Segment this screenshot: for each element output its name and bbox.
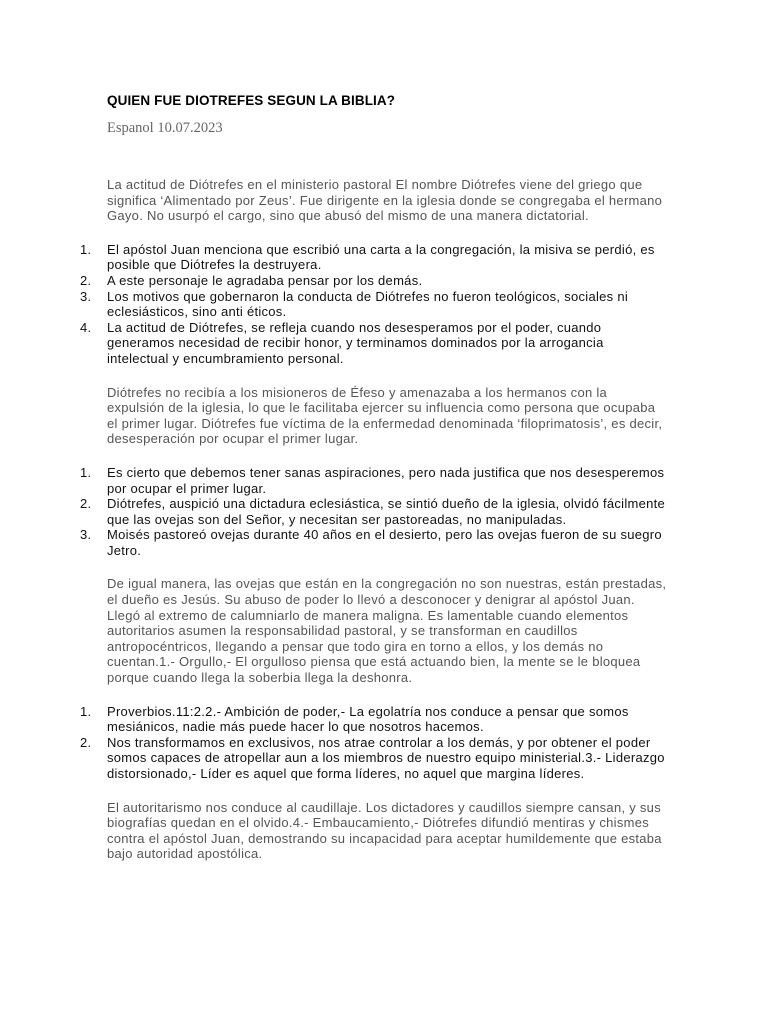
paragraph-2: Diótrefes no recibía a los misioneros de Éfeso y amenazaba a los hermanos con la expulsión de la iglesia, lo que le facilitaba ejercer su influencia como persona que ocupaba el primer lugar. Diótrefes fue víctima de la enfermedad denominada ‘filoprimatosis’, es decir, desesperación por ocupar el primer lugar. xyxy=(107,384,663,447)
list-number: 2. xyxy=(80,496,92,512)
list-item xyxy=(80,703,667,735)
paragraph-1: La actitud de Diótrefes en el ministerio pastoral El nombre Diótrefes viene del griego que significa ‘Alimentado por Zeus’. Fue dirigente en la iglesia donde se congregaba el hermano Gayo. No usurpó el cargo, sino que abusó del mismo de una manera dictatorial. xyxy=(107,177,663,224)
list-item-text: Diótrefes, auspició una dictadura eclesiástica, se sintió dueño de la iglesia, olvidó fácilmente que las ovejas son del Señor, y necesitan ser pastoreadas, no manipuladas. xyxy=(107,496,666,527)
document-meta: Espanol 10.07.2023 xyxy=(107,120,223,136)
list-number: 4. xyxy=(80,319,92,335)
list-item-text: Moisés pastoreó ovejas durante 40 años en el desierto, pero las ovejas fueron de su suegro Jetro. xyxy=(107,527,662,558)
list-number: 1. xyxy=(80,703,92,719)
numbered-list-1 xyxy=(80,241,667,367)
list-item xyxy=(80,527,667,558)
numbered-list-2 xyxy=(80,464,667,559)
list-item-text: Los motivos que gobernaron la conducta de Diótrefes no fueron teológicos, sociales ni eclesiásticos, sino anti éticos. xyxy=(107,288,628,320)
list-number: 3. xyxy=(80,527,92,543)
list-number: 3. xyxy=(80,288,92,304)
list-item-text: El apóstol Juan menciona que escribió una carta a la congregación, la misiva se perdió, es posible que Diótrefes la destruyera. xyxy=(107,241,655,273)
list-item xyxy=(80,241,667,273)
list-number: 2. xyxy=(80,272,92,288)
document-title: QUIEN FUE DIOTREFES SEGUN LA BIBLIA? xyxy=(107,93,396,108)
list-item-text: La actitud de Diótrefes, se refleja cuando nos desesperamos por el poder, cuando generamos necesidad de recibir honor, y terminamos dominados por la arrogancia intelectual y encumbramiento personal. xyxy=(107,319,604,366)
numbered-list-3 xyxy=(80,703,667,782)
list-number: 1. xyxy=(80,464,92,480)
list-number: 1. xyxy=(80,241,92,257)
list-item-text: Proverbios.11:2.2.- Ambición de poder,- La egolatría nos conduce a pensar que somos mesiánicos, nadie más puede hacer lo que nosotros hacemos. xyxy=(107,703,629,735)
list-number: 2. xyxy=(80,734,92,750)
document-body xyxy=(80,177,667,880)
list-item-text: Es cierto que debemos tener sanas aspiraciones, pero nada justifica que nos desesperemos por ocupar el primer lugar. xyxy=(107,464,665,496)
list-item xyxy=(80,496,667,527)
paragraph-4: El autoritarismo nos conduce al caudillaje. Los dictadores y caudillos siempre cansan, y sus biografías quedan en el olvido.4.- Embaucamiento,- Diótrefes difundió mentiras y chismes contra el apóstol Juan, demostrando su incapacidad para aceptar humildemente que estaba bajo autoridad apostólica. xyxy=(107,799,662,862)
list-item xyxy=(80,288,667,320)
list-item xyxy=(80,734,667,782)
list-item xyxy=(80,464,667,496)
list-item-text: Nos transformamos en exclusivos, nos atrae controlar a los demás, y por obtener el poder somos capaces de atropellar aun a los miembros de nuestro equipo ministerial.3.- Liderazgo distorsionado,- Líder es aquel que forma líderes, no aquel que margina líderes. xyxy=(107,734,665,781)
list-item-text: A este personaje le agradaba pensar por los demás. xyxy=(107,272,423,288)
list-item xyxy=(80,272,667,289)
paragraph-3: De igual manera, las ovejas que están en la congregación no son nuestras, están prestadas, el dueño es Jesús. Su abuso de poder lo llevó a desconocer y denigrar al apóstol Juan. Llegó al extremo de calumniarlo de manera maligna. Es lamentable cuando elementos autoritarios asumen la responsabilidad pastoral, y se transforman en caudillos antropocéntricos, llegando a pensar que todo gira en torno a ellos, y los demás no cuentan.1.- Orgullo,- El orgulloso piensa que está actuando bien, la mente se le bloquea porque cuando llega la soberbia llega la deshonra. xyxy=(107,576,667,686)
list-item xyxy=(80,319,667,367)
